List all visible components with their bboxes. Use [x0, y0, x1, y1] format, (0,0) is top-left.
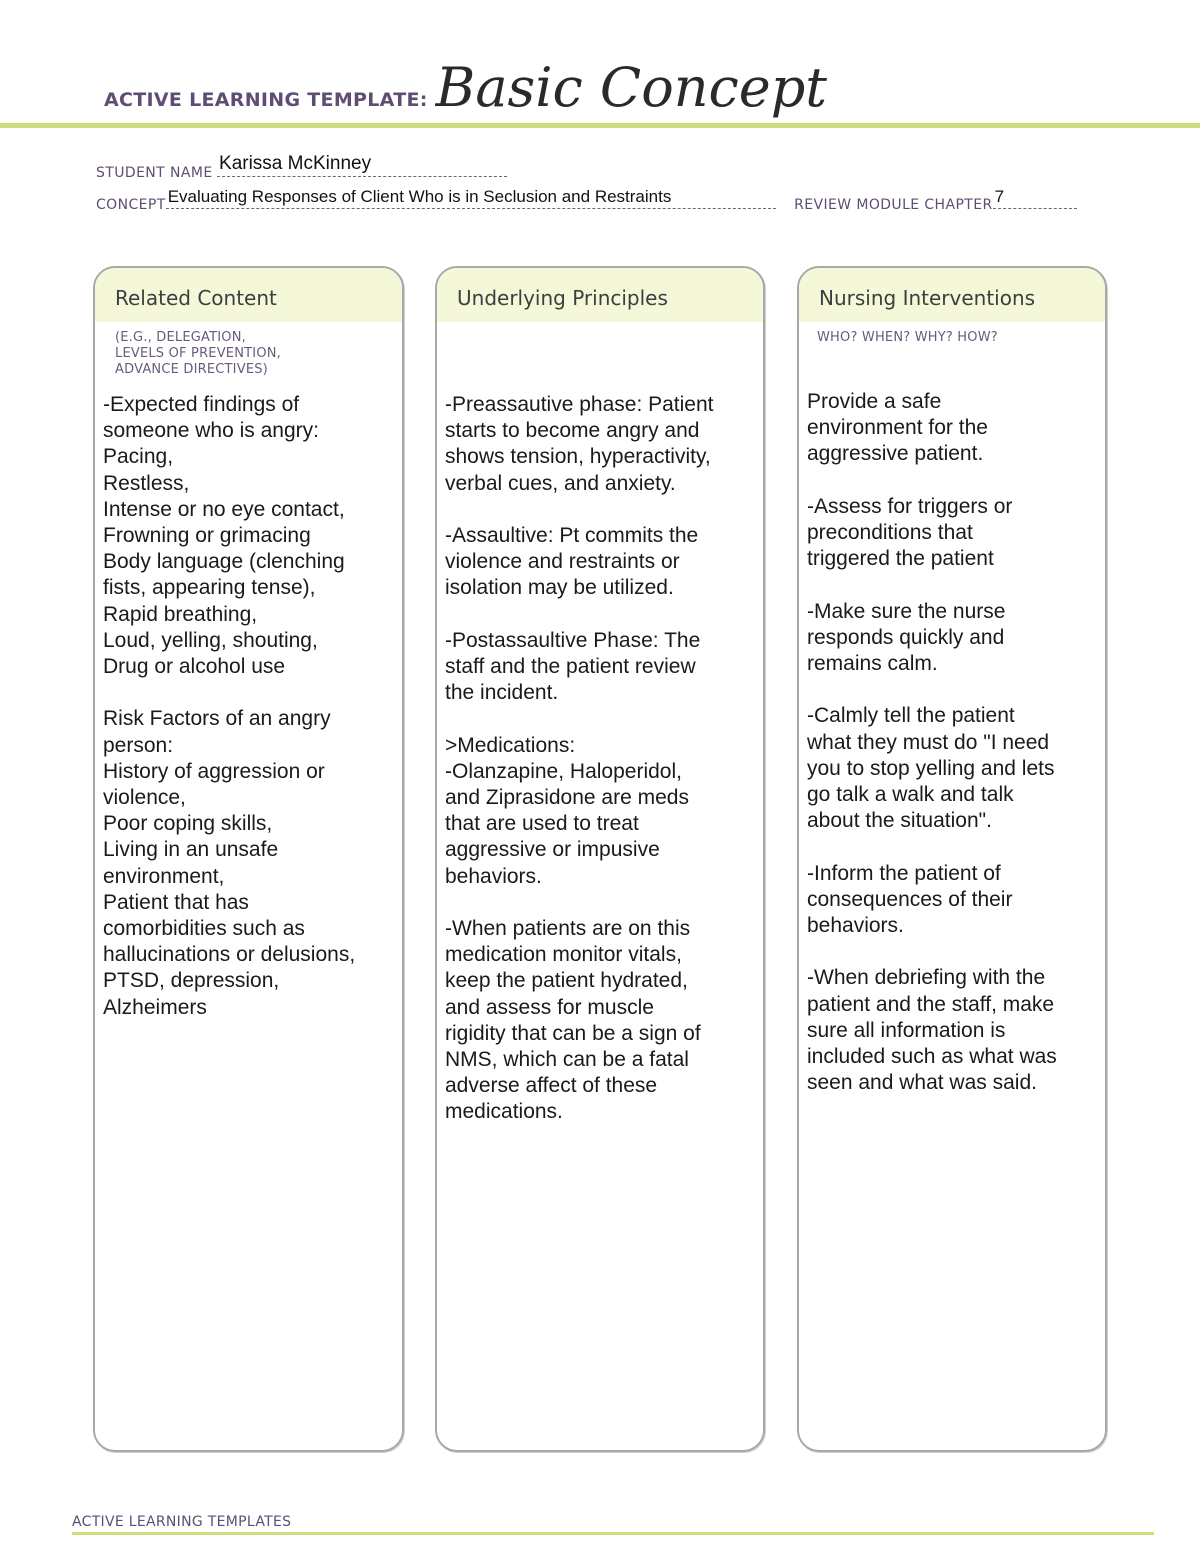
paragraph	[445, 628, 757, 707]
paragraph	[807, 494, 1099, 573]
related-content-text[interactable]	[103, 392, 396, 1047]
student-name-field[interactable]	[217, 153, 507, 177]
student-name-value: Karissa McKinney	[219, 153, 372, 174]
nursing-interventions-panel	[797, 266, 1107, 1452]
text-line: medications.	[445, 1100, 563, 1124]
hint-line: (E.G., DELEGATION,	[115, 330, 246, 345]
text-line: environment,	[103, 864, 225, 888]
chapter-field[interactable]	[993, 187, 1077, 209]
text-line: History of aggression or	[103, 759, 325, 783]
hint-line: WHO? WHEN? WHY? HOW?	[817, 330, 998, 345]
text-line: included such as what was	[807, 1045, 1057, 1068]
text-line: preconditions that	[807, 521, 973, 544]
text-line: -When patients are on this	[445, 917, 691, 940]
text-line: isolation may be utilized.	[445, 576, 674, 600]
text-line: hallucinations or delusions,	[103, 943, 356, 967]
text-line: violence and restraints or	[445, 550, 680, 574]
text-line: you to stop yelling and lets	[807, 756, 1055, 780]
text-line: about the situation".	[807, 809, 992, 833]
text-line: -When debriefing with the	[807, 966, 1046, 990]
text-line: and assess for muscle	[445, 995, 654, 1019]
text-line: aggressive patient.	[807, 442, 984, 466]
text-line: Provide a safe	[807, 390, 942, 413]
text-line: staff and the patient review	[445, 655, 696, 678]
text-line: -Preassautive phase: Patient	[445, 393, 714, 416]
paragraph	[807, 965, 1099, 1096]
paragraph	[807, 389, 1099, 468]
text-line: -Calmly tell the patient	[807, 704, 1015, 728]
paragraph	[103, 706, 396, 1020]
concept-field[interactable]	[166, 187, 776, 209]
text-line: fists, appearing tense),	[103, 576, 316, 600]
text-line: environment for the	[807, 416, 988, 440]
nursing-interventions-text[interactable]	[807, 389, 1099, 1123]
text-line: Loud, yelling, shouting,	[103, 628, 318, 652]
related-content-panel	[93, 266, 404, 1452]
text-line: aggressive or impusive	[445, 838, 660, 862]
text-line: responds quickly and	[807, 625, 1005, 649]
text-line: comorbidities such as	[103, 917, 305, 941]
footer-divider	[72, 1532, 1154, 1535]
text-line: Frowning or grimacing	[103, 524, 311, 548]
paragraph	[807, 861, 1099, 940]
text-line: medication monitor vitals,	[445, 943, 682, 967]
text-line: Patient that has	[103, 890, 249, 914]
underlying-principles-panel	[435, 266, 765, 1452]
text-line: -Olanzapine, Haloperidol,	[445, 759, 682, 783]
footer-label: ACTIVE LEARNING TEMPLATES	[72, 1514, 292, 1530]
text-line: seen and what was said.	[807, 1071, 1037, 1095]
text-line: -Make sure the nurse	[807, 599, 1006, 623]
text-line: Risk Factors of an angry	[103, 707, 331, 731]
underlying-principles-heading: Underlying Principles	[437, 268, 763, 322]
paragraph	[445, 916, 757, 1126]
student-name-row	[96, 153, 507, 182]
text-line: Restless,	[103, 471, 190, 495]
paragraph	[445, 523, 757, 602]
text-line: verbal cues, and anxiety.	[445, 471, 676, 495]
text-line: Poor coping skills,	[103, 812, 273, 836]
text-line: keep the patient hydrated,	[445, 969, 688, 993]
paragraph	[445, 733, 757, 890]
text-line: consequences of their	[807, 887, 1013, 911]
text-line: remains calm.	[807, 652, 938, 675]
template-label: ACTIVE LEARNING TEMPLATE:	[104, 89, 428, 111]
text-line: violence,	[103, 786, 186, 810]
related-content-hint	[115, 330, 281, 378]
text-line: Pacing,	[103, 445, 174, 469]
text-line: starts to become angry and	[445, 419, 700, 443]
header-divider	[0, 123, 1200, 128]
text-line: Rapid breathing,	[103, 602, 258, 626]
page-header	[104, 56, 827, 119]
paragraph	[103, 392, 396, 680]
text-line: that are used to treat	[445, 812, 639, 836]
text-line: Intense or no eye contact,	[103, 497, 345, 521]
text-line: someone who is angry:	[103, 419, 319, 443]
concept-value: Evaluating Responses of Client Who is in Seclusion and Restraints	[167, 187, 672, 206]
chapter-value: 7	[994, 187, 1005, 206]
text-line: what they must do "I need	[807, 730, 1050, 754]
student-name-label: STUDENT NAME	[96, 165, 213, 181]
chapter-label: REVIEW MODULE CHAPTER	[794, 197, 993, 213]
paragraph	[807, 703, 1099, 834]
paragraph	[807, 599, 1099, 678]
underlying-principles-text[interactable]	[445, 392, 757, 1152]
text-line: -Inform the patient of	[807, 861, 1001, 885]
text-line: PTSD, depression,	[103, 969, 280, 993]
text-line: behaviors.	[807, 914, 904, 937]
text-line: NMS, which can be a fatal	[445, 1048, 689, 1072]
nursing-interventions-heading: Nursing Interventions	[799, 268, 1105, 322]
text-line: Alzheimers	[103, 995, 207, 1019]
page-title: Basic Concept	[435, 56, 827, 119]
text-line: -Assaultive: Pt commits the	[445, 524, 699, 547]
text-line: shows tension, hyperactivity,	[445, 445, 711, 469]
text-line: -Postassaultive Phase: The	[445, 628, 701, 652]
text-line: adverse affect of these	[445, 1074, 658, 1098]
text-line: Body language (clenching	[103, 550, 345, 574]
concept-row	[96, 187, 1077, 214]
text-line: -Assess for triggers or	[807, 494, 1013, 518]
related-content-heading: Related Content	[95, 268, 402, 322]
text-line: the incident.	[445, 681, 559, 705]
text-line: Living in an unsafe	[103, 838, 279, 862]
text-line: sure all information is	[807, 1018, 1006, 1042]
hint-line: LEVELS OF PREVENTION,	[115, 346, 282, 361]
concept-label: CONCEPT	[96, 197, 166, 213]
text-line: >Medications:	[445, 733, 576, 757]
text-line: rigidity that can be a sign of	[445, 1021, 701, 1045]
text-line: triggered the patient	[807, 547, 994, 571]
text-line: go talk a walk and talk	[807, 783, 1014, 806]
text-line: and Ziprasidone are meds	[445, 786, 689, 809]
text-line: behaviors.	[445, 864, 542, 888]
nursing-interventions-hint	[817, 330, 998, 346]
text-line: patient and the staff, make	[807, 992, 1055, 1016]
hint-line: ADVANCE DIRECTIVES)	[115, 362, 268, 377]
text-line: Drug or alcohol use	[103, 655, 286, 679]
paragraph	[445, 392, 757, 497]
text-line: -Expected findings of	[103, 393, 300, 416]
text-line: person:	[103, 733, 174, 757]
